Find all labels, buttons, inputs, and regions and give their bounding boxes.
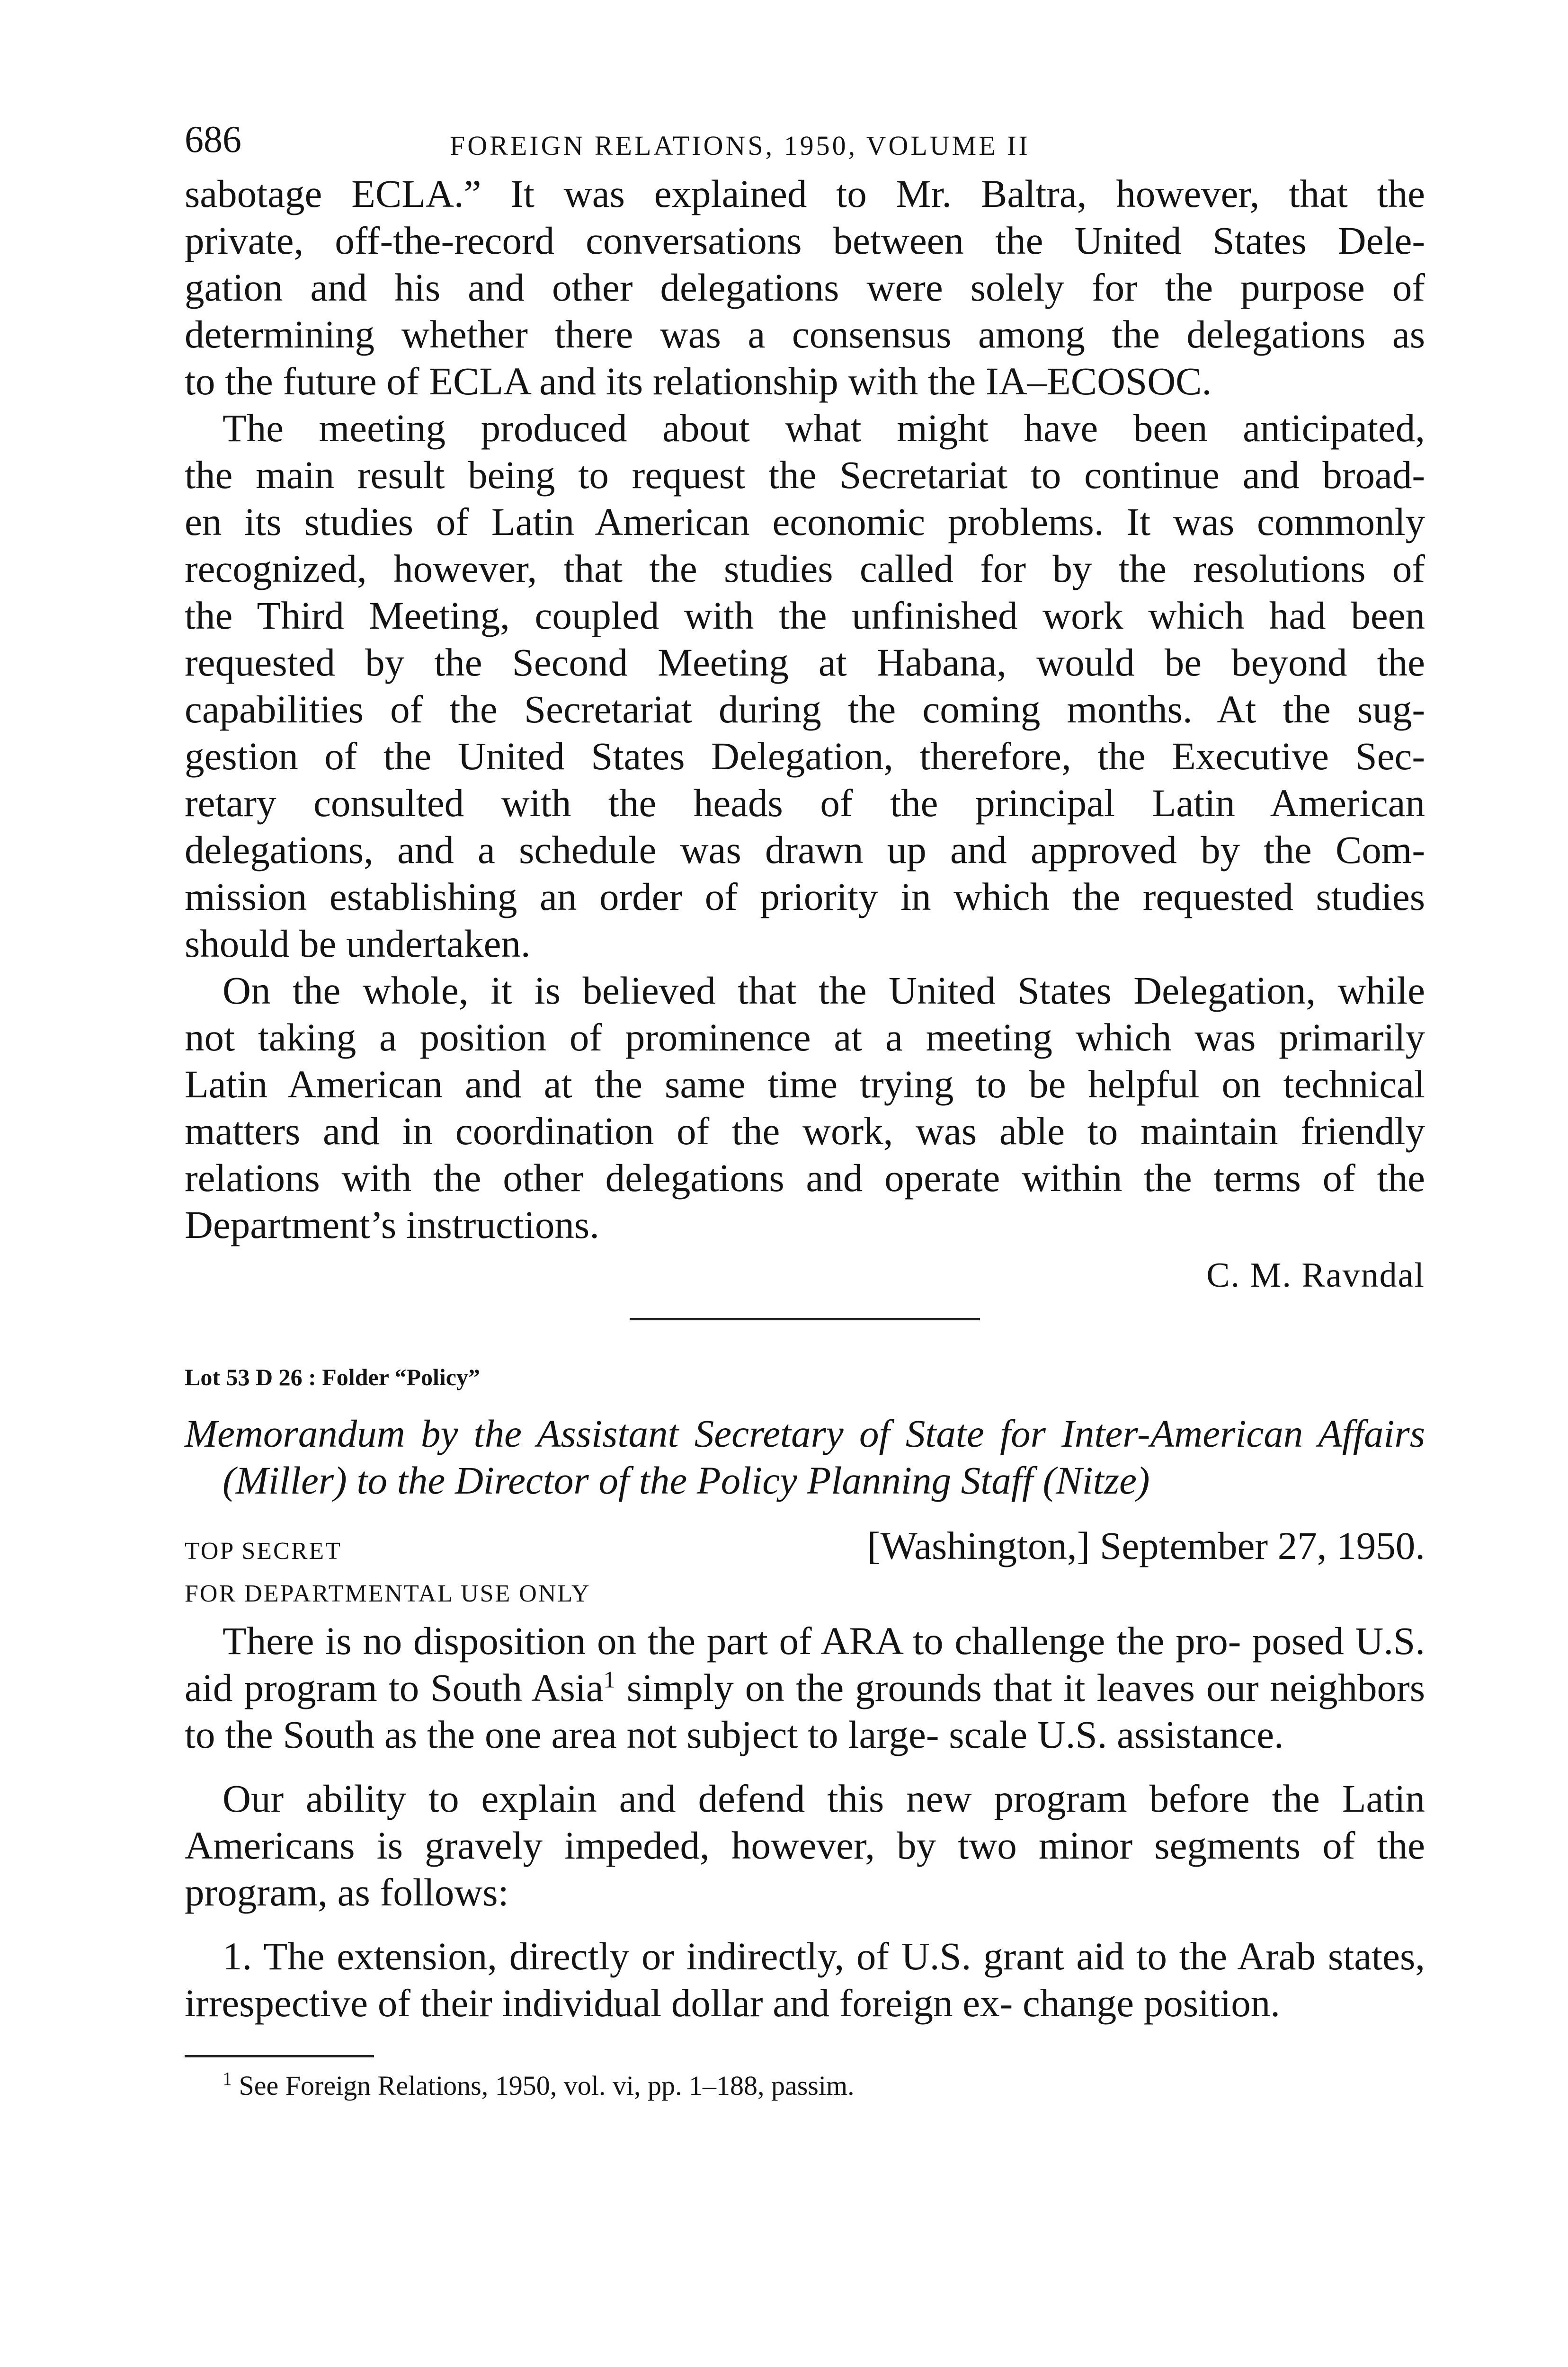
classification-row <box>185 1523 1425 1575</box>
report-paragraph-2 <box>185 405 1425 967</box>
text-line: matters and in coordination of the work, was able to maintain friendly <box>185 1109 1425 1153</box>
memo-text: simply on the grounds that it leaves our neighbors to the South as the one area not subject to large- scale U.S. assistance. <box>185 1666 1425 1756</box>
footnote-text: See Foreign Relations, 1950, vol. vi, pp. 1–188, passim. <box>239 2070 855 2101</box>
document-page <box>185 118 1425 2105</box>
text-line: Department’s instructions. <box>185 1203 599 1246</box>
text-line: gation and his and other delegations were solely for the purpose of <box>185 266 1425 309</box>
text-line: determining whether there was a consensus among the delegations as <box>185 312 1425 356</box>
text-line: relations with the other delegations and operate within the terms of the <box>185 1156 1425 1200</box>
text-line: mission establishing an order of priority in which the requested studies <box>185 875 1425 918</box>
classification-label: TOP SECRET <box>185 1538 342 1565</box>
handling-label: FOR DEPARTMENTAL USE ONLY <box>185 1580 591 1607</box>
report-paragraph-3 <box>185 967 1425 1248</box>
memo-paragraph-2: Our ability to explain and defend this new program before the Latin Americans is gravely impeded, however, by two minor segments of the program, as follows: <box>185 1777 1425 1914</box>
memo-text: There is no disposition on the part of ARA to challenge the pro- posed U.S. aid program to South Asia <box>185 1619 1425 1709</box>
text-line: recognized, however, that the studies called for by the resolutions of <box>185 547 1425 590</box>
text-line: The meeting produced about what might have been anticipated, <box>223 406 1425 450</box>
text-line: not taking a position of prominence at a meeting which was primarily <box>185 1015 1425 1059</box>
footnote <box>185 2067 1425 2105</box>
footnote-ref[interactable]: 1 <box>603 1666 615 1693</box>
text-line: gestion of the United States Delegation, therefore, the Executive Sec- <box>185 734 1425 778</box>
report-paragraph-1 <box>185 170 1425 405</box>
text-line: capabilities of the Secretariat during the coming months. At the sug- <box>185 687 1425 731</box>
dateline: [Washington,] September 27, 1950. <box>867 1524 1425 1567</box>
running-title: FOREIGN RELATIONS, 1950, VOLUME II <box>450 130 1030 161</box>
text-line: to the future of ECLA and its relationship with the IA–ECOSOC. <box>185 359 1212 403</box>
text-line: private, off-the-record conversations between the United States Dele- <box>185 219 1425 262</box>
document-title: Memorandum by the Assistant Secretary of State for Inter-American Affairs (Miller) to the Director of the Policy Planning Staff (Nitze) <box>185 1412 1425 1502</box>
memo-paragraph-1 <box>185 1618 1425 1758</box>
text-line: Latin American and at the same time trying to be helpful on technical <box>185 1062 1425 1106</box>
signature: C. M. Ravndal <box>1206 1256 1425 1295</box>
section-divider <box>630 1318 980 1320</box>
text-line: On the whole, it is believed that the United States Delegation, while <box>223 969 1425 1012</box>
footnote-rule <box>185 2055 374 2057</box>
text-line: sabotage ECLA.” It was explained to Mr. Baltra, however, that the <box>185 172 1425 215</box>
page-number: 686 <box>185 119 241 160</box>
text-line: en its studies of Latin American economic problems. It was commonly <box>185 500 1425 543</box>
text-line: requested by the Second Meeting at Habana, would be beyond the <box>185 641 1425 684</box>
text-line: should be undertaken. <box>185 922 531 965</box>
text-line: the main result being to request the Secretariat to continue and broad- <box>185 453 1425 497</box>
text-line: delegations, and a schedule was drawn up and approved by the Com- <box>185 828 1425 872</box>
text-line: the Third Meeting, coupled with the unfinished work which had been <box>185 594 1425 637</box>
running-head <box>185 118 1425 170</box>
text-line: retary consulted with the heads of the principal Latin American <box>185 781 1425 825</box>
footnote-marker: 1 <box>223 2068 232 2090</box>
memo-list-item: 1. The extension, directly or indirectly, of U.S. grant aid to the Arab states, irrespective of their individual dollar and foreign ex- change position. <box>185 1934 1425 2025</box>
source-citation: Lot 53 D 26 : Folder “Policy” <box>185 1364 480 1390</box>
